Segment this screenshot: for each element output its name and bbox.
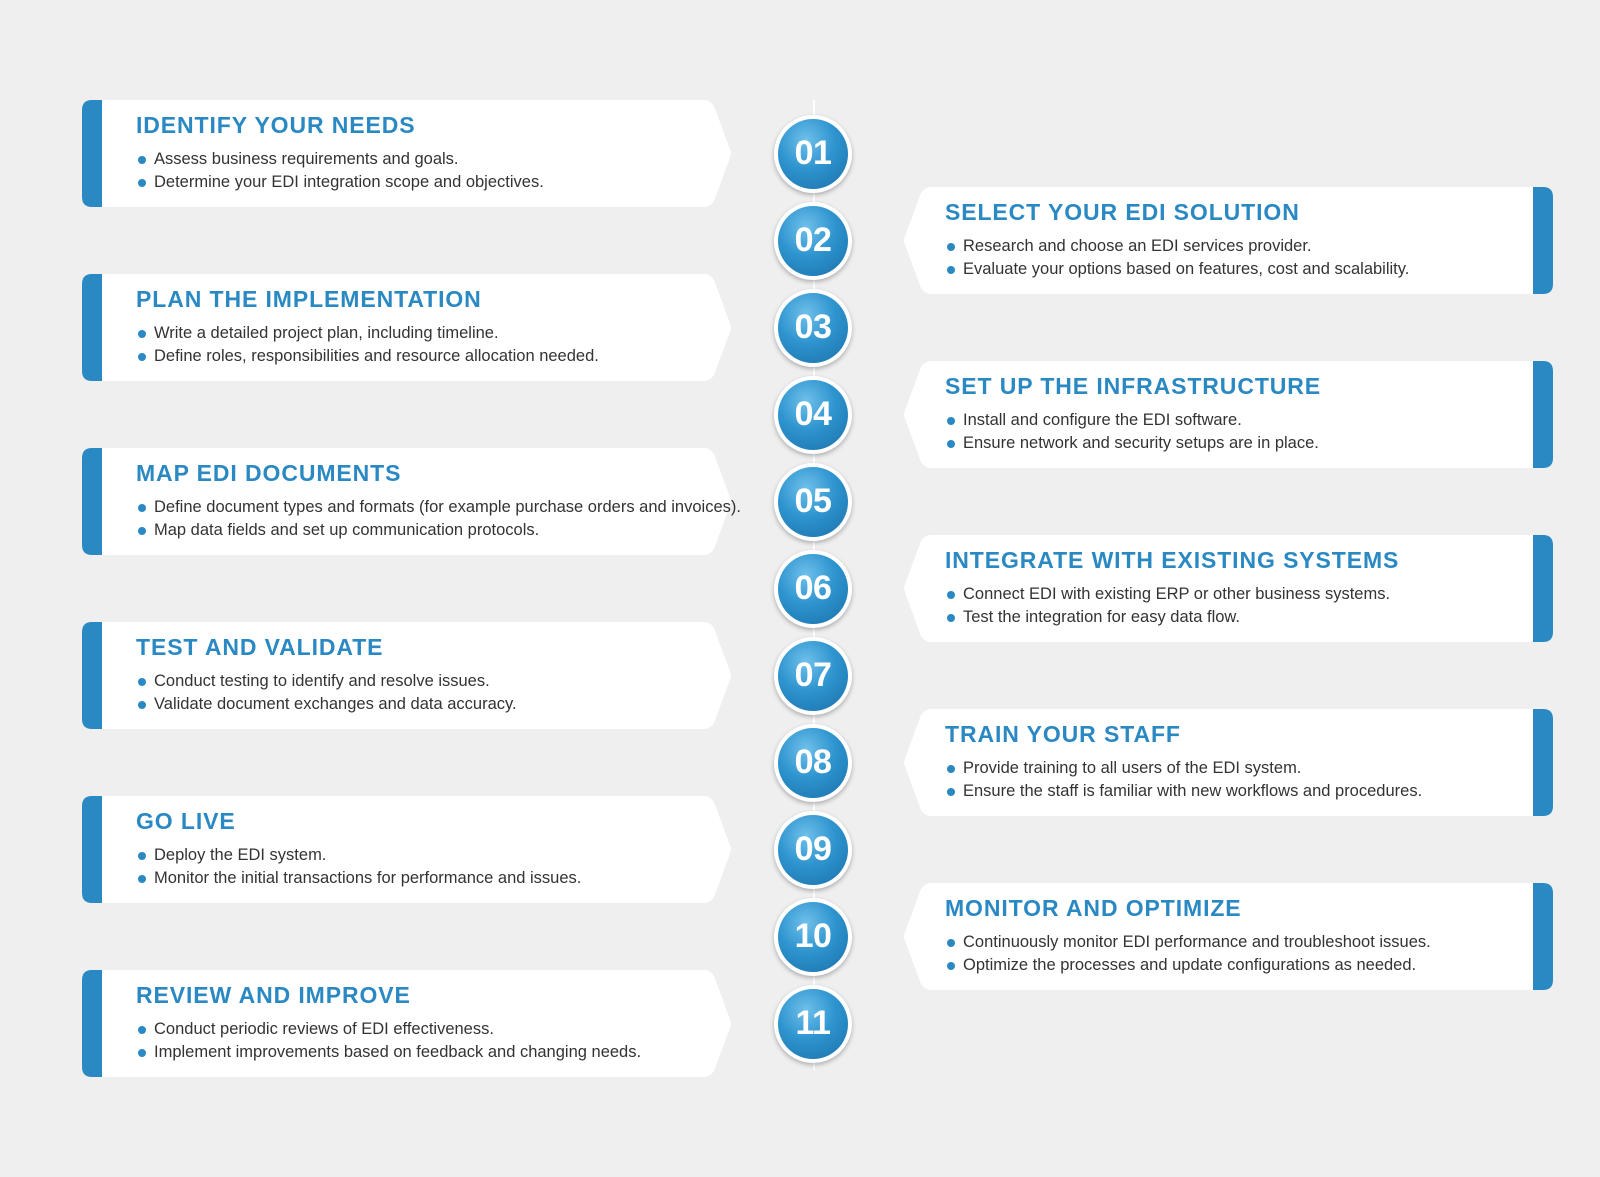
step-bullet [136,1018,720,1041]
step-bullet [945,409,1523,432]
step-title: SELECT YOUR EDI SOLUTION [945,199,1300,225]
bullet-text: Determine your EDI integration scope and objectives. [154,173,544,191]
bullet-text: Conduct periodic reviews of EDI effectiveness. [154,1020,494,1038]
bullet-text: Research and choose an EDI services provider. [963,237,1312,255]
step-title: INTEGRATE WITH EXISTING SYSTEMS [945,547,1400,573]
step-card [82,970,730,1077]
step-number-badge [774,289,852,367]
step-bullet [945,432,1523,455]
bullet-dot-icon [138,527,146,535]
step-card [905,709,1553,816]
step-bullet-list [136,844,720,890]
step-number: 03 [778,293,848,363]
step-number: 05 [778,467,848,537]
bullet-dot-icon [947,939,955,947]
bullet-text: Connect EDI with existing ERP or other business systems. [963,585,1391,603]
step-bullet [136,345,720,368]
step-card [82,448,741,555]
bullet-dot-icon [138,179,146,187]
step-number: 11 [778,989,848,1059]
step-number: 09 [778,815,848,885]
step-card [82,796,730,903]
bullet-dot-icon [947,266,955,274]
step-number-badge [774,463,852,541]
step-bullet-list [945,235,1523,281]
bullet-dot-icon [947,962,955,970]
step-bullet-list [945,757,1523,803]
step-bullet-list [136,496,741,542]
step-card [82,274,730,381]
bullet-text: Deploy the EDI system. [154,846,327,864]
bullet-text: Ensure network and security setups are in place. [963,434,1319,452]
step-content [136,112,720,194]
step-number-badge [774,115,852,193]
step-number: 02 [778,206,848,276]
step-title: TEST AND VALIDATE [136,634,384,660]
bullet-text: Evaluate your options based on features, cost and scalability. [963,260,1410,278]
step-number: 07 [778,641,848,711]
step-number-badge [774,985,852,1063]
step-number: 04 [778,380,848,450]
step-bullet [945,954,1523,977]
card-accent-bar [1533,535,1553,642]
bullet-dot-icon [138,875,146,883]
step-title: IDENTIFY YOUR NEEDS [136,112,416,138]
step-bullet [136,496,741,519]
step-number: 10 [778,902,848,972]
step-content [945,895,1523,977]
card-accent-bar [82,448,102,555]
card-accent-bar [1533,883,1553,990]
bullet-text: Continuously monitor EDI performance and troubleshoot issues. [963,933,1431,951]
step-title: GO LIVE [136,808,236,834]
step-title: MAP EDI DOCUMENTS [136,460,402,486]
step-number-badge [774,724,852,802]
step-bullet [945,235,1523,258]
bullet-dot-icon [947,417,955,425]
bullet-dot-icon [138,1049,146,1057]
step-card [905,361,1553,468]
step-bullet [136,171,720,194]
card-accent-bar [82,970,102,1077]
step-card [82,622,730,729]
step-card [905,187,1553,294]
step-bullet-list [945,409,1523,455]
step-content [136,286,720,368]
step-bullet [945,757,1523,780]
card-accent-bar [82,274,102,381]
bullet-text: Test the integration for easy data flow. [963,608,1240,626]
step-bullet-list [136,148,720,194]
bullet-text: Validate document exchanges and data accuracy. [154,695,517,713]
step-bullet [136,693,720,716]
step-number-badge [774,898,852,976]
step-title: TRAIN YOUR STAFF [945,721,1181,747]
step-number-badge [774,376,852,454]
bullet-text: Monitor the initial transactions for performance and issues. [154,869,582,887]
bullet-text: Define document types and formats (for example purchase orders and invoices). [154,498,741,516]
step-bullet [945,258,1523,281]
card-accent-bar [1533,361,1553,468]
bullet-dot-icon [138,156,146,164]
step-bullet [136,844,720,867]
bullet-text: Write a detailed project plan, including timeline. [154,324,499,342]
step-bullet-list [945,583,1523,629]
step-bullet [136,1041,720,1064]
step-card [905,535,1553,642]
bullet-dot-icon [138,330,146,338]
step-bullet-list [136,670,720,716]
step-card [82,100,730,207]
step-content [136,982,720,1064]
step-bullet-list [945,931,1523,977]
step-bullet [945,931,1523,954]
bullet-dot-icon [138,701,146,709]
step-content [945,373,1523,455]
bullet-dot-icon [947,765,955,773]
bullet-text: Install and configure the EDI software. [963,411,1242,429]
step-content [136,808,720,890]
step-bullet [945,780,1523,803]
bullet-dot-icon [138,1026,146,1034]
bullet-text: Define roles, responsibilities and resource allocation needed. [154,347,599,365]
step-content [945,547,1523,629]
bullet-dot-icon [138,353,146,361]
step-content [945,721,1523,803]
bullet-text: Implement improvements based on feedback and changing needs. [154,1043,642,1061]
card-accent-bar [82,622,102,729]
bullet-dot-icon [947,614,955,622]
card-accent-bar [82,796,102,903]
step-number-badge [774,637,852,715]
bullet-dot-icon [138,852,146,860]
step-bullet [945,583,1523,606]
step-bullet-list [136,322,720,368]
step-content [945,199,1523,281]
step-content [136,634,720,716]
step-bullet [136,148,720,171]
step-number: 08 [778,728,848,798]
step-bullet [945,606,1523,629]
step-bullet [136,322,720,345]
step-title: REVIEW AND IMPROVE [136,982,411,1008]
step-content [136,460,741,542]
step-bullet [136,519,720,542]
step-bullet-list [136,1018,720,1064]
bullet-text: Provide training to all users of the EDI system. [963,759,1302,777]
step-bullet [136,670,720,693]
bullet-dot-icon [947,591,955,599]
bullet-text: Map data fields and set up communication protocols. [154,521,540,539]
step-number-badge [774,811,852,889]
bullet-dot-icon [138,504,146,512]
bullet-dot-icon [947,440,955,448]
bullet-dot-icon [947,788,955,796]
step-number-badge [774,550,852,628]
card-accent-bar [1533,187,1553,294]
step-card [905,883,1553,990]
step-title: SET UP THE INFRASTRUCTURE [945,373,1322,399]
step-number: 01 [778,119,848,189]
step-title: MONITOR AND OPTIMIZE [945,895,1242,921]
step-bullet [136,867,720,890]
bullet-text: Ensure the staff is familiar with new workflows and procedures. [963,782,1423,800]
bullet-dot-icon [138,678,146,686]
bullet-dot-icon [947,243,955,251]
bullet-text: Assess business requirements and goals. [154,150,459,168]
bullet-text: Optimize the processes and update configurations as needed. [963,956,1417,974]
bullet-text: Conduct testing to identify and resolve issues. [154,672,490,690]
step-number-badge [774,202,852,280]
card-accent-bar [1533,709,1553,816]
card-accent-bar [82,100,102,207]
step-number: 06 [778,554,848,624]
step-title: PLAN THE IMPLEMENTATION [136,286,482,312]
